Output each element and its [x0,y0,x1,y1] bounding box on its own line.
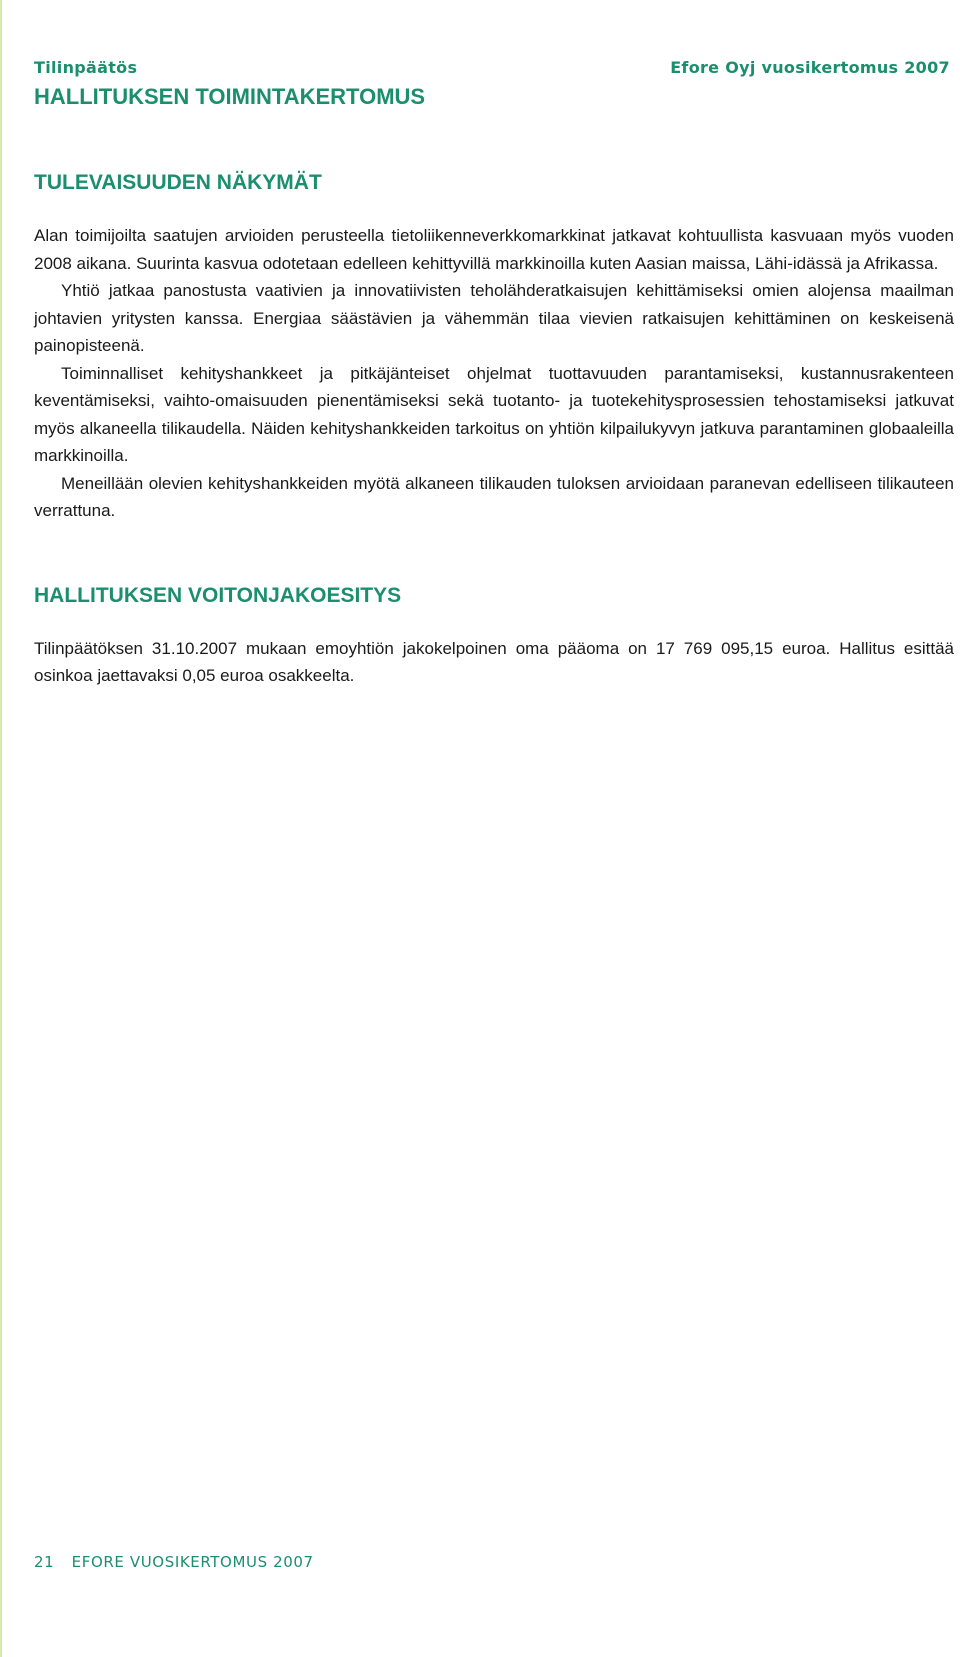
section-heading: TULEVAISUUDEN NÄKYMÄT [34,171,322,194]
page-header [34,58,425,110]
section-text [34,635,954,690]
section-heading: HALLITUKSEN VOITONJAKOESITYS [34,583,402,607]
publication-header: Efore Oyj vuosikertomus 2007 [670,58,950,77]
section-text [34,222,954,525]
page-edge-rule [0,0,2,1657]
section-kicker: Tilinpäätös [34,58,138,77]
document-body [34,170,954,690]
footer-publication: EFORE VUOSIKERTOMUS 2007 [71,1553,314,1571]
paragraph: Alan toimijoilta saatujen arvioiden perusteella tietoliikenneverkkomarkkinat jatkavat kohtuullista kasvuaan myös vuoden 2008 aikana. Suurinta kasvua odotetaan edelleen kehittyvillä markkinoilla kuten Aasian maissa, Lähi-idässä ja Afrikassa. [34,226,954,273]
section-outlook [34,170,954,525]
paragraph: Tilinpäätöksen 31.10.2007 mukaan emoyhtiön jakokelpoinen oma pääoma on 17 769 095,15 euroa. Hallitus esittää osinkoa jaettavaksi 0,05 euroa osakkeelta. [34,638,954,685]
paragraph: Meneillään olevien kehityshankkeiden myötä alkaneen tilikauden tuloksen arvioidaan paranevan edelliseen tilikauteen verrattuna. [34,473,954,520]
paragraph: Toiminnalliset kehityshankkeet ja pitkäjänteiset ohjelmat tuottavuuden parantamiseksi, kustannusrakenteen keventämiseksi, vaihto-omaisuuden pienentämiseksi sekä tuotanto- ja tuotekehitysprosessien tehostamiseksi jatkuvat myös alkaneella tilikaudella. Näiden kehityshankkeiden tarkoitus on yhtiön kilpailukyvyn jatkuva parantaminen globaaleilla markkinoilla. [34,363,954,465]
page-number: 21 [34,1553,55,1571]
section-dividend-proposal [34,583,954,690]
page-title: HALLITUKSEN TOIMINTAKERTOMUS [34,84,426,109]
paragraph: Yhtiö jatkaa panostusta vaativien ja innovatiivisten teholähderatkaisujen kehittämiseksi omien alojensa maailman johtavien yritysten kanssa. Energiaa säästävien ja vähemmän tilaa vievien ratkaisujen kehittäminen on keskeisenä painopisteenä. [34,281,954,355]
page-footer [34,1553,314,1571]
